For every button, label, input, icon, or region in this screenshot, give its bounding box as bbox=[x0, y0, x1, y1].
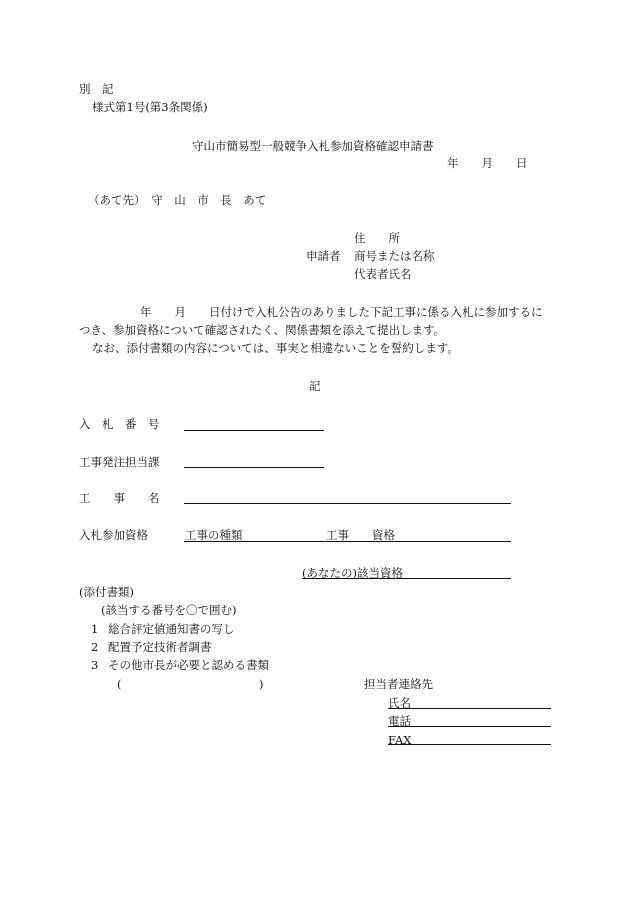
date-line: 年 月 日 bbox=[447, 156, 528, 170]
body-line-1: 年 月 日付けで入札公告のありました下記工事に係る入札に参加するに bbox=[140, 305, 543, 319]
document-title: 守山市簡易型一般競争入札参加資格確認申請書 bbox=[192, 139, 434, 153]
attachment-item-2-num[interactable]: 2 bbox=[91, 640, 99, 654]
betsuki-label: 別 記 bbox=[79, 82, 114, 96]
bid-number-label: 入 札 番 号 bbox=[79, 417, 160, 431]
form-number: 様式第1号(第3条関係) bbox=[92, 100, 208, 114]
contact-phone-field[interactable] bbox=[388, 726, 551, 727]
applicant-label: 申請者 bbox=[306, 249, 341, 263]
attachments-note: (該当する番号を〇で囲む) bbox=[101, 603, 237, 617]
department-label: 工事発注担当課 bbox=[79, 455, 160, 469]
work-name-field[interactable] bbox=[184, 503, 511, 504]
bid-number-field[interactable] bbox=[184, 430, 324, 431]
work-label: 工事 bbox=[326, 528, 349, 542]
attachment-item-2-text: 配置予定技術者調書 bbox=[108, 640, 212, 654]
your-grade-field[interactable] bbox=[302, 578, 511, 579]
company-name-label: 商号または名称 bbox=[354, 249, 435, 263]
contact-fax-label: FAX bbox=[388, 733, 412, 747]
contact-name-field[interactable] bbox=[388, 708, 551, 709]
contact-name-label: 氏名 bbox=[388, 696, 411, 710]
work-type-label: 工事の種類 bbox=[185, 528, 243, 542]
attachment-item-1-text: 総合評定値通知書の写し bbox=[108, 622, 235, 636]
ki-label: 記 bbox=[309, 379, 321, 393]
contact-phone-label: 電話 bbox=[388, 714, 411, 728]
other-doc-paren-close: ) bbox=[259, 677, 264, 691]
contact-heading: 担当者連絡先 bbox=[364, 677, 433, 691]
contact-fax-field[interactable] bbox=[388, 744, 551, 745]
body-line-3: なお、添付書類の内容については、事実と相違ないことを誓約します。 bbox=[92, 341, 459, 355]
qualification-label: 入札参加資格 bbox=[79, 528, 148, 542]
body-line-2: つき、参加資格について確認されたく、関係書類を添えて提出します。 bbox=[79, 323, 446, 337]
grade-label: 資格 bbox=[372, 528, 395, 542]
attachment-item-1-num[interactable]: 1 bbox=[91, 622, 99, 636]
your-grade-label: (あなたの)該当資格 bbox=[302, 566, 403, 580]
department-field[interactable] bbox=[184, 467, 324, 468]
other-doc-paren-open: ( bbox=[117, 677, 122, 691]
attachment-item-3-text: その他市長が必要と認める書類 bbox=[108, 658, 269, 672]
attachments-heading: (添付書類) bbox=[79, 585, 134, 599]
address-label: 住 所 bbox=[354, 231, 400, 245]
addressee: （あて先） 守 山 市 長 あて bbox=[88, 193, 267, 207]
attachment-item-3-num[interactable]: 3 bbox=[91, 658, 99, 672]
work-name-label: 工 事 名 bbox=[79, 491, 160, 505]
representative-label: 代表者氏名 bbox=[354, 267, 412, 281]
